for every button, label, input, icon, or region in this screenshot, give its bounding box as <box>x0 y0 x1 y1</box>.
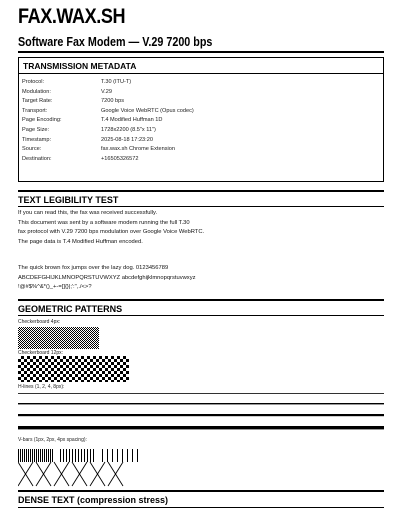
legibility-heading: TEXT LEGIBILITY TEST <box>18 195 119 205</box>
metadata-key: Timestamp: <box>22 136 52 143</box>
metadata-value: T.4 Modified Huffman 1D <box>101 117 163 124</box>
hline-1px <box>18 393 384 394</box>
hlines-pattern <box>18 390 384 436</box>
legibility-line: The page data is T.4 Modified Huffman encoded. <box>18 238 143 245</box>
section-divider <box>18 299 384 301</box>
metadata-value: 7200 bps <box>101 98 125 105</box>
metadata-row <box>19 88 383 98</box>
pangram-block <box>18 264 196 293</box>
pangram-line: ABCDEFGHIJKLMNOPQRSTUVWXYZ abcdefghijklmnopqrstuvwxyz <box>18 274 196 281</box>
metadata-row <box>19 116 383 126</box>
metadata-row <box>19 136 383 146</box>
hline-2px <box>18 403 384 404</box>
page-title: FAX.WAX.SH <box>18 5 126 28</box>
hline-8px <box>18 426 384 429</box>
metadata-row <box>19 155 383 165</box>
metadata-value: V.29 <box>101 88 112 95</box>
checkerboard-big-pattern <box>18 356 129 382</box>
section-divider <box>18 190 384 192</box>
legibility-line: If you can read this, the fax was received successfully. <box>18 210 158 216</box>
pangram-line: !@#$%^&*()_+-=[]{}|;':",./<>? <box>18 284 92 290</box>
metadata-key: Modulation: <box>22 88 51 95</box>
dense-heading: DENSE TEXT (compression stress) <box>18 495 169 505</box>
geometric-underline <box>18 315 384 316</box>
vbars-label: V-bars (1px, 2px, 4px spacing): <box>18 437 87 443</box>
metadata-key: Target Rate: <box>22 98 53 105</box>
metadata-key: Protocol: <box>22 79 45 85</box>
metadata-value: 1728x2200 (8.5"x 11") <box>101 126 156 133</box>
geometric-heading: GEOMETRIC PATTERNS <box>18 304 123 314</box>
hline-4px <box>18 414 384 416</box>
pangram-line: The quick brown fox jumps over the lazy dog. 0123456789 <box>18 265 169 271</box>
metadata-row <box>19 78 383 88</box>
metadata-value: +16505326572 <box>101 155 139 162</box>
metadata-rows <box>19 78 383 164</box>
metadata-row <box>19 145 383 155</box>
x-marks-row <box>18 461 138 487</box>
metadata-row <box>19 107 383 117</box>
legibility-line: fax protocol with V.29 7200 bps modulation over Google Voice WebRTC. <box>18 229 205 235</box>
hlines-label: H-lines (1, 2, 4, 8px): <box>18 384 65 390</box>
metadata-value: Google Voice WebRTC (Opus codec) <box>101 107 194 114</box>
metadata-value: T.30 (ITU-T) <box>101 79 132 85</box>
legibility-line: This document was sent by a software modem running the full T.30 <box>18 219 190 226</box>
metadata-key: Page Size: <box>22 126 50 133</box>
checker-big-label: Checkerboard 12px: <box>18 350 64 356</box>
metadata-value: 2025-08-18 17:23:20 <box>101 136 153 143</box>
dense-underline <box>18 507 384 508</box>
checkerboard-fine-pattern <box>18 327 99 349</box>
metadata-row <box>19 126 383 136</box>
checker-fine-label: Checkerboard 4px: <box>18 319 61 325</box>
page-subtitle: Software Fax Modem — V.29 7200 bps <box>18 35 213 49</box>
metadata-key: Source: <box>22 146 42 153</box>
metadata-value: fax.wax.sh Chrome Extension <box>101 146 175 153</box>
metadata-key: Page Encoding: <box>22 117 62 124</box>
metadata-heading: TRANSMISSION METADATA <box>19 58 383 74</box>
legibility-underline <box>18 206 384 207</box>
metadata-box <box>18 57 384 182</box>
legibility-paragraph <box>18 209 204 247</box>
section-divider <box>18 490 384 492</box>
title-divider <box>18 51 384 53</box>
metadata-key: Destination: <box>22 155 52 162</box>
metadata-row <box>19 97 383 107</box>
metadata-key: Transport: <box>22 107 48 114</box>
